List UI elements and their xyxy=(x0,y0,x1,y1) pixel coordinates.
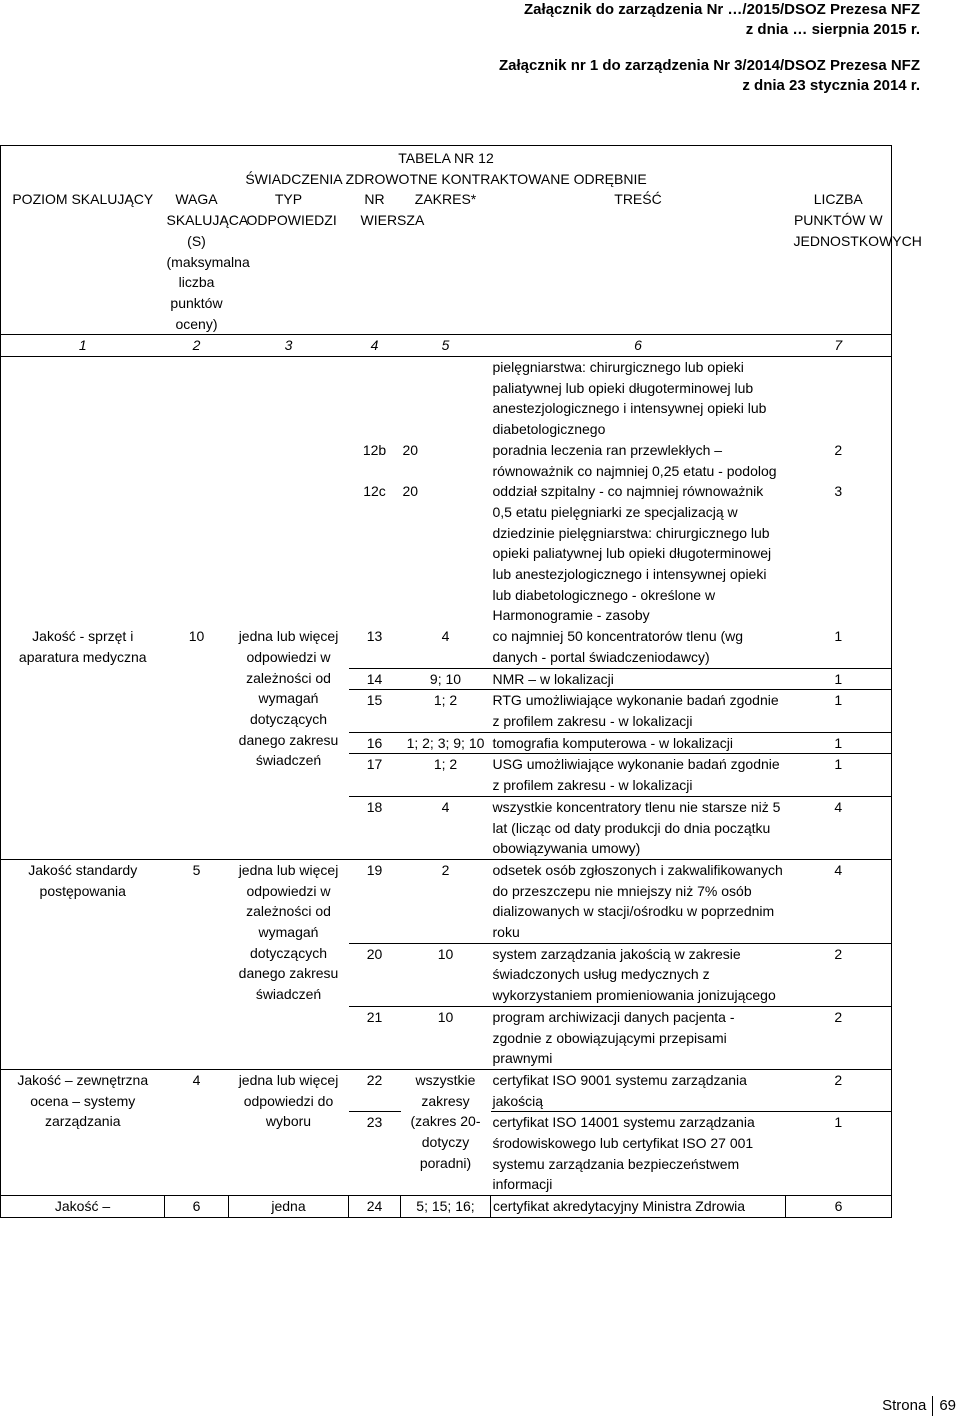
row-pkt: 1 xyxy=(786,1112,892,1196)
row-zakres: 1; 2 xyxy=(401,754,491,796)
row-nr: 20 xyxy=(349,943,401,1006)
row-zakres: 1; 2 xyxy=(401,690,491,732)
group-3-poziom: Jakość – zewnętrzna ocena – systemy zarządzania xyxy=(1,1069,165,1195)
row-zakres: 9; 10 xyxy=(401,668,491,690)
row-tresc: poradnia leczenia ran przewlekłych – równoważnik co najmniej 0,25 etatu - podolog xyxy=(492,441,777,479)
row-pkt: 2 xyxy=(786,440,892,481)
group-1-typ: jedna lub więcej odpowiedzi w zależności od wymagań dotyczących danego zakresu świadczeń xyxy=(229,626,349,859)
row-pkt: 4 xyxy=(786,796,892,859)
row-zakres: 10 xyxy=(401,1006,491,1069)
row-zakres: 4 xyxy=(401,796,491,859)
row-nr: 13 xyxy=(349,626,401,668)
row-zakres: 5; 15; 16; xyxy=(401,1196,491,1218)
table-subtitle: ŚWIADCZENIA ZDROWOTNE KONTRAKTOWANE ODRĘBNIE xyxy=(245,170,647,187)
row-tresc: certyfikat ISO 14001 systemu zarządzania środowiskowego lub certyfikat ISO 27 001 systemu zarządzania bezpieczeństwem informacji xyxy=(491,1112,786,1196)
group-3-typ: jedna lub więcej odpowiedzi do wyboru xyxy=(229,1069,349,1195)
row-pkt: 1 xyxy=(786,668,892,690)
last-waga: 6 xyxy=(165,1196,229,1218)
col-number-3: 3 xyxy=(229,335,349,357)
col-header-nr: NR WIERSZA xyxy=(349,189,401,334)
column-header-row xyxy=(1,189,892,334)
row-nr: 21 xyxy=(349,1006,401,1069)
col-number-6: 6 xyxy=(491,335,786,357)
last-typ: jedna xyxy=(229,1196,349,1218)
row-tresc: certyfikat ISO 9001 systemu zarządzania jakością xyxy=(491,1069,786,1111)
attachment-header xyxy=(524,0,920,40)
table-row xyxy=(1,859,892,943)
row-pkt: 2 xyxy=(786,1006,892,1069)
attachment-header-2 xyxy=(499,56,920,96)
col-header-waga: WAGA SKALUJĄCA (S) (maksymalna liczba punktów oceny) xyxy=(165,189,229,334)
row-pkt: 2 xyxy=(786,1069,892,1111)
row-tresc: program archiwizacji danych pacjenta - zgodnie z obowiązującymi przepisami prawnymi xyxy=(491,1006,786,1069)
col-header-zakres: ZAKRES* xyxy=(401,189,491,334)
row-pkt: 1 xyxy=(786,626,892,668)
row-pkt: 1 xyxy=(786,732,892,754)
row-tresc: USG umożliwiające wykonanie badań zgodnie z profilem zakresu - w lokalizacji xyxy=(491,754,786,796)
col-header-pkt: LICZBA PUNKTÓW W JEDNOSTKOWYCH xyxy=(786,189,892,334)
last-poziom: Jakość – xyxy=(1,1196,165,1218)
group-2-waga: 5 xyxy=(165,859,229,1069)
header-line-1: Załącznik do zarządzenia Nr …/2015/DSOZ Prezesa NFZ xyxy=(524,1,920,18)
row-zakres: 10 xyxy=(401,943,491,1006)
group-2-typ: jedna lub więcej odpowiedzi w zależności od wymagań dotyczących danego zakresu świadczeń xyxy=(229,859,349,1069)
row-tresc: system zarządzania jakością w zakresie świadczonych usług medycznych z wykorzystaniem promieniowania jonizującego xyxy=(491,943,786,1006)
group-2-poziom: Jakość standardy postępowania xyxy=(1,859,165,1069)
row-nr: 23 xyxy=(349,1112,401,1196)
col-number-4: 4 xyxy=(349,335,401,357)
col-header-tresc: TREŚĆ xyxy=(491,189,786,334)
table-row xyxy=(1,357,892,440)
header-line-3: Załącznik nr 1 do zarządzenia Nr 3/2014/DSOZ Prezesa NFZ xyxy=(499,57,920,74)
row-pkt: 3 xyxy=(786,481,892,626)
row-pkt: 1 xyxy=(786,754,892,796)
row-zakres: 1; 2; 3; 9; 10 xyxy=(401,732,491,754)
row-nr: 18 xyxy=(349,796,401,859)
table-row xyxy=(1,440,892,481)
group-3-zakres: wszystkie zakresy (zakres 20-dotyczy poradni) xyxy=(401,1069,491,1195)
col-header-typ: TYP ODPOWIEDZI xyxy=(229,189,349,334)
group-3-waga: 4 xyxy=(165,1069,229,1195)
row-tresc: NMR – w lokalizacji xyxy=(491,668,786,690)
table-row xyxy=(1,481,892,626)
row-tresc: certyfikat akredytacyjny Ministra Zdrowia xyxy=(491,1196,786,1218)
row-nr: 24 xyxy=(349,1196,401,1218)
row-zakres: 20 xyxy=(402,441,419,458)
page-footer xyxy=(882,1396,956,1416)
col-number-2: 2 xyxy=(165,335,229,357)
group-1-waga: 10 xyxy=(165,626,229,859)
column-number-row xyxy=(1,335,892,357)
table-row xyxy=(1,626,892,668)
header-line-4: z dnia 23 stycznia 2014 r. xyxy=(742,77,920,94)
row-pkt: 2 xyxy=(786,943,892,1006)
page-label: Strona xyxy=(882,1396,927,1414)
group-1-poziom: Jakość - sprzęt i aparatura medyczna xyxy=(1,626,165,859)
table-row xyxy=(1,1196,892,1218)
row-pkt: 6 xyxy=(786,1196,892,1218)
row-nr: 19 xyxy=(349,859,401,943)
row-nr: 12b xyxy=(362,441,387,458)
row-tresc: co najmniej 50 koncentratorów tlenu (wg danych - portal świadczeniodawcy) xyxy=(491,626,786,668)
row-tresc: tomografia komputerowa - w lokalizacji xyxy=(491,732,786,754)
table-title-row xyxy=(1,146,892,190)
row-nr: 16 xyxy=(349,732,401,754)
row-tresc: odsetek osób zgłoszonych i zakwalifikowanych do przeszczepu nie mniejszy niż 7% osób dializowanych w stacji/ośrodku w poprzednim roku xyxy=(491,859,786,943)
row-zakres: 4 xyxy=(401,626,491,668)
row-tresc: RTG umożliwiające wykonanie badań zgodnie z profilem zakresu - w lokalizacji xyxy=(491,690,786,732)
col-header-poziom: POZIOM SKALUJĄCY xyxy=(1,189,165,334)
col-number-5: 5 xyxy=(401,335,491,357)
col-number-7: 7 xyxy=(786,335,892,357)
row-nr: 17 xyxy=(349,754,401,796)
page-number: 69 xyxy=(939,1396,956,1414)
footer-divider xyxy=(932,1396,933,1416)
table-row xyxy=(1,1069,892,1111)
row-pkt: 1 xyxy=(786,690,892,732)
row-nr: 22 xyxy=(349,1069,401,1111)
row-nr: 15 xyxy=(349,690,401,732)
row-tresc: wszystkie koncentratory tlenu nie starsze niż 5 lat (licząc od daty produkcji do dnia początku obowiązywania umowy) xyxy=(491,796,786,859)
row-nr: 12c xyxy=(363,483,386,500)
row-zakres: 2 xyxy=(401,859,491,943)
scoring-table xyxy=(0,145,922,1218)
table-title: TABELA NR 12 xyxy=(398,150,494,166)
row-zakres: 20 xyxy=(402,483,419,500)
row-nr: 14 xyxy=(349,668,401,690)
row-tresc: oddział szpitalny - co najmniej równoważnik 0,5 etatu pielęgniarki ze specjalizacją w dziedzinie pielęgniarstwa: chirurgicznego lub opieki paliatywnej lub opieki długoterminowej lub anestezjologicznego i intensywnej opieki lub diabetologicznego - określone w Harmonogramie - zasoby xyxy=(492,483,772,624)
header-line-2: z dnia … sierpnia 2015 r. xyxy=(745,21,920,38)
continued-text: pielęgniarstwa: chirurgicznego lub opieki paliatywnej lub opieki długoterminowej lub anestezjologicznego i intensywnej opieki lub diabetologicznego xyxy=(491,357,786,440)
row-pkt: 4 xyxy=(786,859,892,943)
col-number-1: 1 xyxy=(1,335,165,357)
